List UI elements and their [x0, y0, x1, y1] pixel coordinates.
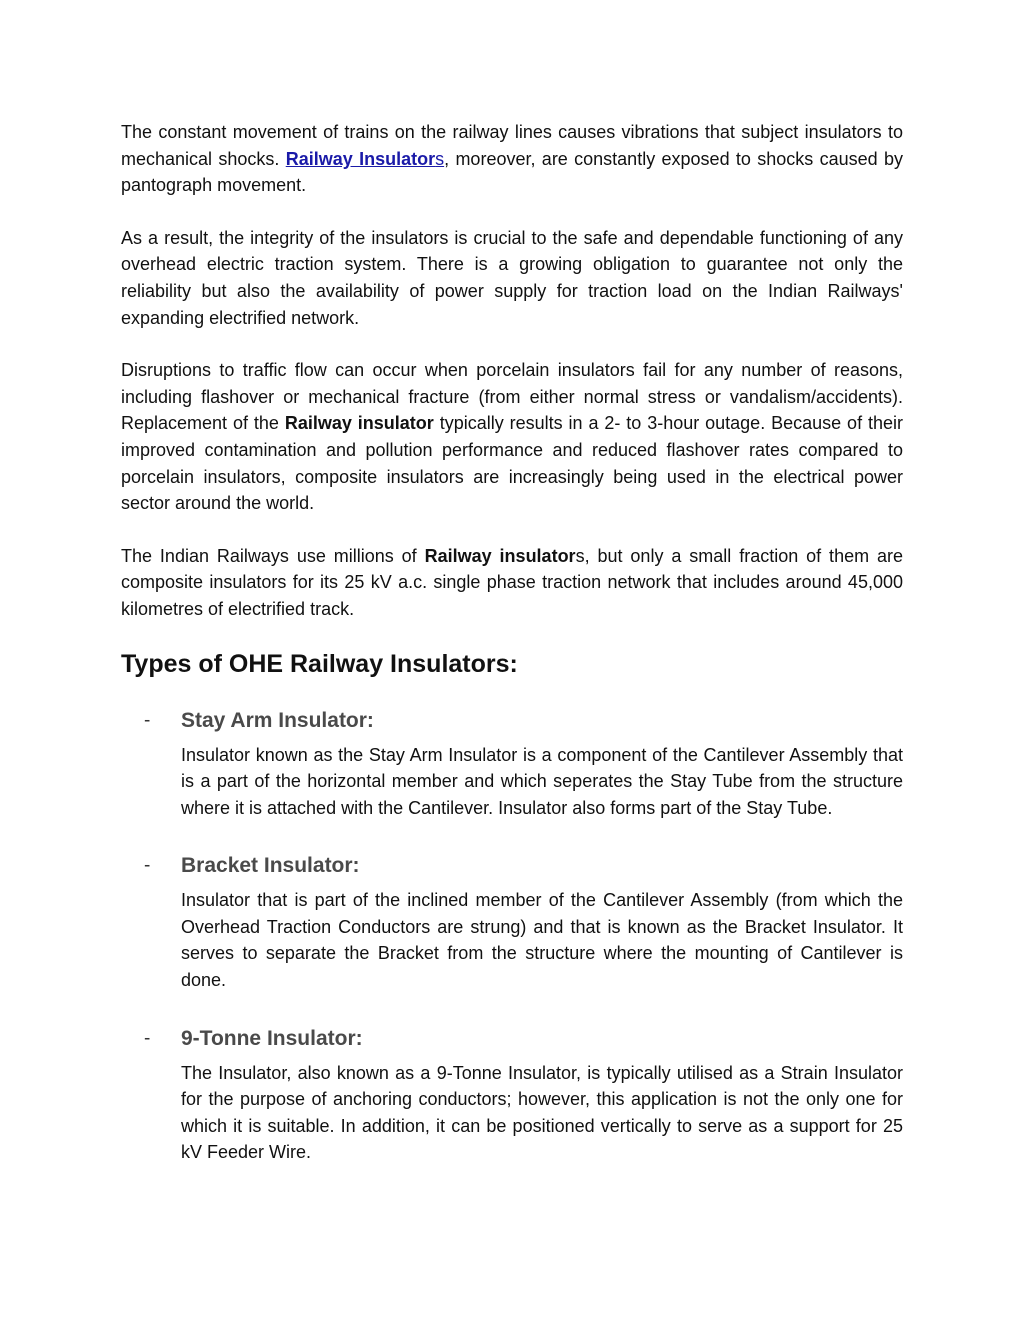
insulator-type-title: 9-Tonne Insulator: — [181, 1026, 363, 1050]
list-dash: - — [144, 709, 151, 731]
insulator-type-description: Insulator that is part of the inclined member of the Cantilever Assembly (from which the Overhead Traction Conductors are strung) and that is known as the Bracket Insulator. It serves to separate the Bracket from the structure where the mounting of Cantilever is done. — [181, 890, 903, 991]
railway-insulator-bold-2: Railway insulator — [424, 545, 576, 566]
intro-paragraph-1-text-start: The constant movement of trains on the railway lines causes vibrations that subject insulators to mechanical shocks. — [121, 122, 903, 169]
insulator-type-title: Bracket Insulator: — [181, 854, 360, 878]
insulator-type-title: Stay Arm Insulator: — [181, 708, 374, 732]
railway-insulators-link-text: Railway Insulator — [285, 148, 436, 169]
list-dash: - — [144, 855, 151, 877]
intro-paragraph-4-text-start: The Indian Railways use millions of — [121, 545, 425, 566]
intro-paragraph-4-text-end: s, but only a small fraction of them are composite insulators for its 25 kV a.c. single phase traction network that includes around 45,000 kilometres of electrified track. — [121, 545, 904, 619]
insulator-type-item — [144, 706, 903, 822]
insulator-type-item — [144, 851, 903, 993]
insulator-type-description: The Insulator, also known as a 9-Tonne Insulator, is typically utilised as a Strain Insulator for the purpose of anchoring conductors; however, this application is not the only one for which it is suitable. In addition, it can be positioned vertically to serve as a support for 25 kV Feeder Wire. — [181, 1062, 903, 1163]
intro-paragraph-3-text-start: Disruptions to traffic flow can occur when porcelain insulators fail for any number of reasons, including flashover or mechanical fracture (from either normal stress or vandalism/accidents). Replacement of the — [121, 360, 903, 434]
list-dash: - — [144, 1027, 151, 1049]
intro-paragraph-3 — [121, 357, 903, 517]
railway-insulators-link[interactable] — [286, 149, 444, 169]
railway-insulators-link-suffix: s — [435, 148, 445, 169]
intro-paragraph-3-text-end: typically results in a 2- to 3-hour outage. Because of their improved contamination and pollution performance and reduced flashover rates compared to porcelain insulators, composite insulators are increasingly being used in the electrical power sector around the world. — [121, 413, 903, 514]
intro-paragraph-1-text-end: , moreover, are constantly exposed to shocks caused by pantograph movement. — [121, 148, 903, 196]
types-section-heading: Types of OHE Railway Insulators: — [121, 649, 518, 678]
insulator-type-description: Insulator known as the Stay Arm Insulator is a component of the Cantilever Assembly that is a part of the horizontal member and which seperates the Stay Tube from the structure where it is attached with the Cantilever. Insulator also forms part of the Stay Tube. — [181, 744, 903, 818]
insulator-type-item — [144, 1024, 903, 1166]
intro-paragraph-4 — [121, 543, 903, 623]
intro-paragraph-2: As a result, the integrity of the insulators is crucial to the safe and dependable functioning of any overhead electric traction system. There is a growing obligation to guarantee not only the reliability but also the availability of power supply for traction load on the Indian Railways' expanding electrified network. — [121, 227, 903, 328]
intro-paragraph-1 — [121, 119, 903, 199]
document-page — [121, 119, 903, 1166]
railway-insulator-bold: Railway insulator — [284, 413, 434, 434]
